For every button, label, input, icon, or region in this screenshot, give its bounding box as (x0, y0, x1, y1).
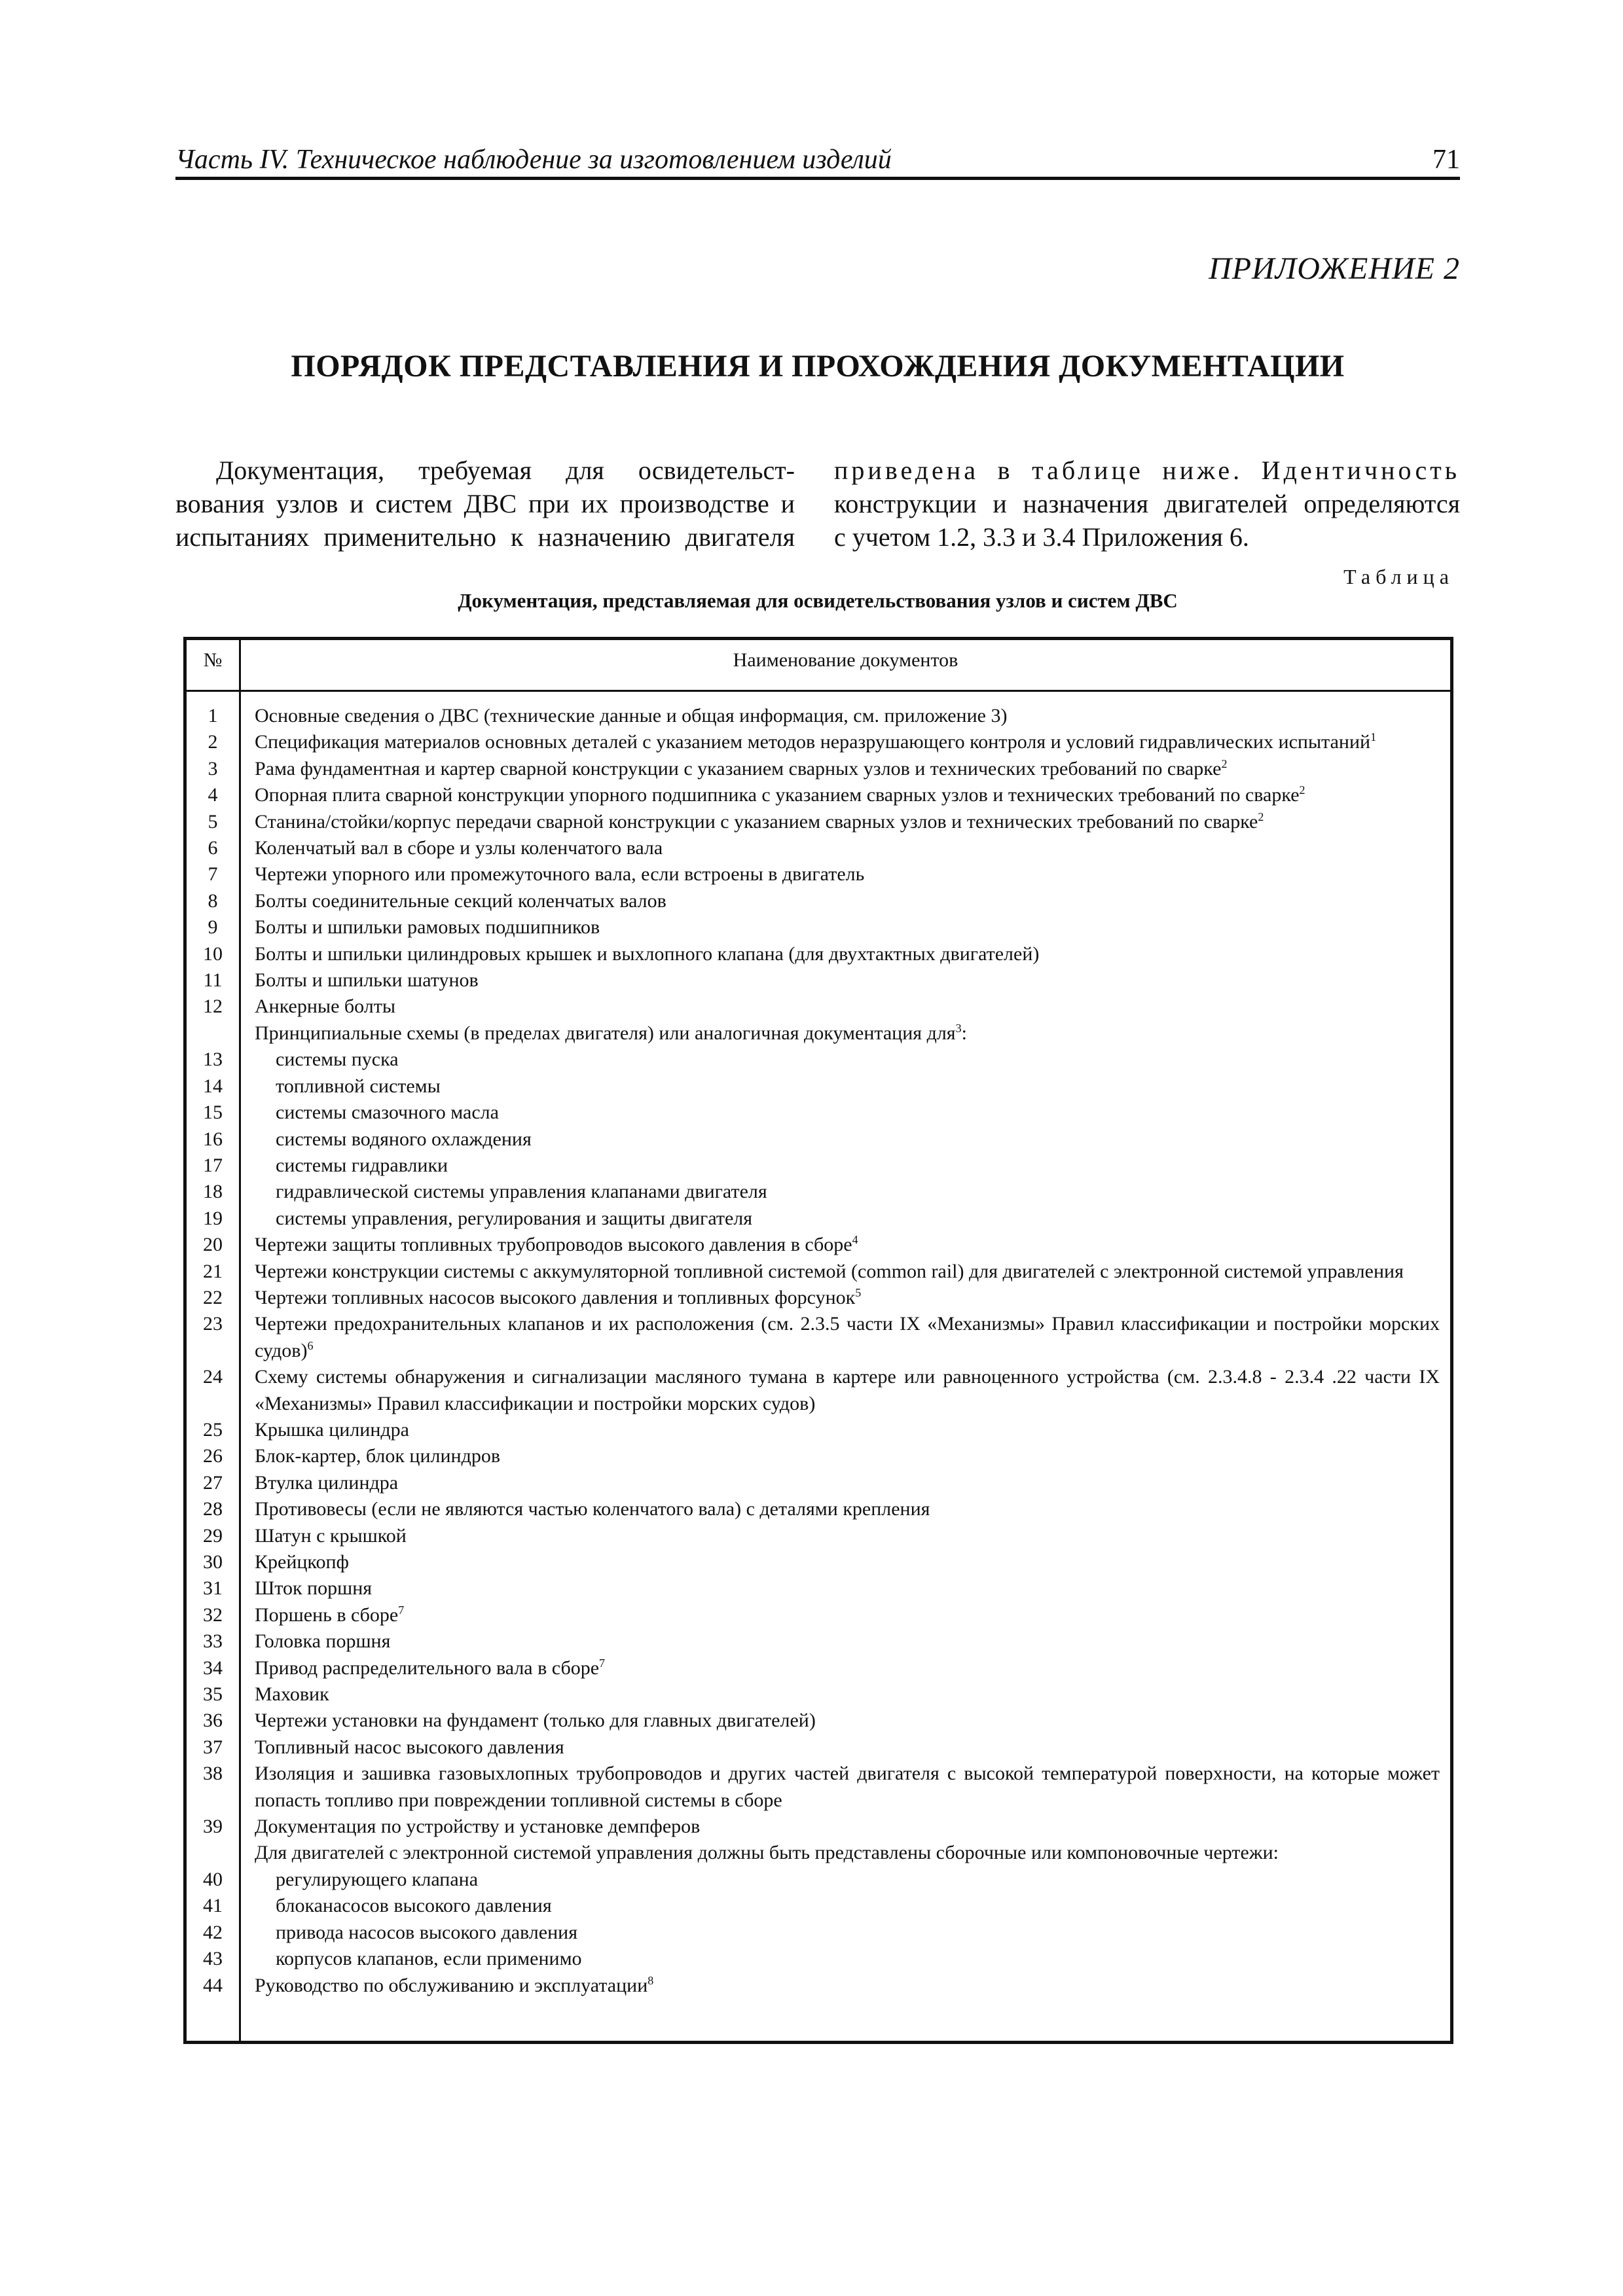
row-text: Чертежи предохранительных клапанов и их расположения (см. 2.3.5 части IX «Механизмы» Правил классификации и постройки морских судов) (255, 1313, 1440, 1361)
table-row (187, 1496, 1450, 1522)
row-number: 4 (208, 784, 218, 806)
row-text: Головка поршня (255, 1630, 391, 1653)
row-number: 20 (203, 1234, 223, 1256)
row-text: Привод распределительного вала в сборе (255, 1657, 600, 1679)
row-number: 44 (203, 1974, 223, 1996)
row-number (187, 1020, 239, 1047)
row-text: Блок-картер, блок цилиндров (255, 1445, 501, 1467)
row-document-name (239, 1100, 1450, 1126)
running-header (175, 143, 1460, 180)
row-number: 41 (203, 1895, 223, 1917)
table-row (187, 703, 1450, 729)
table-row (187, 941, 1450, 967)
row-document-name (239, 1153, 1450, 1179)
row-text: Схему системы обнаружения и сигнализации масляного тумана в картере или равноценного устройства (см. 2.3.4.8 - 2.3.4 .22 части IX «Механизмы» Правил классификации и постройки морских судов) (255, 1366, 1440, 1414)
row-document-name (239, 1285, 1450, 1311)
table-row (187, 835, 1450, 861)
row-document-name (239, 1443, 1450, 1469)
table-row (187, 914, 1450, 941)
row-number: 2 (208, 731, 218, 753)
row-document-name (239, 1681, 1450, 1708)
table-row (187, 1073, 1450, 1100)
table-row (187, 1153, 1450, 1179)
table-row (187, 1893, 1450, 1919)
table-row (187, 809, 1450, 835)
row-number: 24 (203, 1366, 223, 1388)
table-row (187, 967, 1450, 994)
row-number: 6 (208, 837, 218, 859)
row-document-name (239, 1973, 1450, 1999)
row-number: 26 (203, 1445, 223, 1467)
row-number: 25 (203, 1418, 223, 1441)
row-text: Спецификация материалов основных деталей с указанием методов неразрушающего контроля и условий гидравлических испытаний (255, 731, 1371, 753)
footnote-marker: 7 (398, 1603, 405, 1617)
row-document-name (239, 1814, 1450, 1840)
row-document-name (239, 1470, 1450, 1496)
row-number: 7 (208, 863, 218, 886)
row-text: системы пуска (276, 1049, 399, 1071)
row-text: Чертежи упорного или промежуточного вала, если встроены в двигатель (255, 863, 865, 886)
row-document-name (239, 1628, 1450, 1655)
row-document-name (239, 1047, 1450, 1073)
row-text: Опорная плита сварной конструкции упорного подшипника с указанием сварных узлов и технических требований по сварке (255, 784, 1300, 806)
row-document-name (239, 1575, 1450, 1602)
row-number: 18 (203, 1181, 223, 1203)
table-row (187, 1443, 1450, 1469)
table-row (187, 1285, 1450, 1311)
row-document-name (239, 1126, 1450, 1153)
table-row (187, 1100, 1450, 1126)
table-row (187, 1259, 1450, 1285)
row-document-name (239, 1020, 1450, 1047)
table-row (187, 1020, 1450, 1047)
row-document-name (239, 967, 1450, 994)
footnote-marker: 4 (852, 1233, 858, 1247)
row-text: Болты и шпильки цилиндровых крышек и выхлопного клапана (для двухтактных двигателей) (255, 942, 1040, 965)
table-row (187, 1920, 1450, 1946)
row-document-name (239, 994, 1450, 1020)
header-document-name: Наименование документов (733, 649, 958, 671)
intro-left-line: испытаниях применительно к назначению двигателя (175, 522, 795, 552)
row-document-name (239, 782, 1450, 808)
row-number: 21 (203, 1260, 223, 1282)
row-number: 43 (203, 1948, 223, 1970)
table-header-row (187, 640, 1450, 692)
appendix-label: ПРИЛОЖЕНИЕ 2 (1209, 251, 1460, 286)
table-row (187, 1232, 1450, 1258)
row-text: Шток поршня (255, 1577, 373, 1600)
row-number: 16 (203, 1128, 223, 1150)
footnote-marker: 2 (1299, 783, 1305, 797)
row-document-name (239, 1073, 1450, 1100)
footnote-marker: 6 (307, 1338, 314, 1352)
table-caption: Документация, представляемая для освидетельствования узлов и систем ДВС (458, 589, 1178, 612)
table-row (187, 1761, 1450, 1814)
row-document-name (239, 1761, 1450, 1814)
footnote-marker: 7 (599, 1656, 606, 1670)
row-document-name (239, 1893, 1450, 1919)
table-row (187, 1126, 1450, 1153)
row-document-name (239, 914, 1450, 941)
table-row (187, 782, 1450, 808)
table-row (187, 1179, 1450, 1205)
row-document-name (239, 1206, 1450, 1232)
row-text: Крейцкопф (255, 1551, 349, 1573)
row-text: Основные сведения о ДВС (технические данные и общая информация, см. приложение 3) (255, 705, 1008, 726)
row-text: корпусов клапанов, если применимо (276, 1948, 582, 1970)
table-row (187, 1708, 1450, 1734)
row-document-name (239, 1549, 1450, 1575)
table-row (187, 1364, 1450, 1417)
row-text: Болты соединительные секций коленчатых валов (255, 889, 666, 912)
table-row (187, 1628, 1450, 1655)
row-number: 17 (203, 1154, 223, 1176)
row-number: 40 (203, 1868, 223, 1890)
row-number: 37 (203, 1736, 223, 1758)
row-text: Противовесы (если не являются частью коленчатого вала) с деталями крепления (255, 1498, 930, 1520)
table-row (187, 1470, 1450, 1496)
table-row (187, 1814, 1450, 1840)
row-text: Чертежи конструкции системы с аккумуляторной топливной системой (common rail) для двигателей с электронной системой управления (255, 1260, 1404, 1282)
table-row (187, 1311, 1450, 1364)
row-text: Крышка цилиндра (255, 1418, 409, 1441)
row-number: 31 (203, 1577, 223, 1600)
table-row (187, 1973, 1450, 1999)
row-text: системы управления, регулирования и защиты двигателя (276, 1207, 753, 1229)
table-body (187, 703, 1450, 1999)
table-row (187, 756, 1450, 782)
row-text: Чертежи установки на фундамент (только для главных двигателей) (255, 1710, 816, 1732)
row-number: 8 (208, 889, 218, 912)
row-text: Документация по устройству и установке демпферов (255, 1816, 701, 1838)
row-number: 15 (203, 1102, 223, 1124)
row-number: 35 (203, 1683, 223, 1706)
row-number: 12 (203, 996, 223, 1018)
footnote-marker: 2 (1221, 757, 1228, 770)
row-document-name (239, 1946, 1450, 1972)
table-row (187, 1047, 1450, 1073)
row-number: 36 (203, 1710, 223, 1732)
row-number: 30 (203, 1551, 223, 1573)
running-header-title: Часть IV. Техническое наблюдение за изготовлением изделий (175, 145, 892, 175)
table-row (187, 1655, 1450, 1681)
row-text: Болты и шпильки шатунов (255, 969, 479, 992)
row-document-name (239, 1417, 1450, 1443)
table-row (187, 1417, 1450, 1443)
row-document-name (239, 1259, 1450, 1285)
intro-right-line: конструкции и назначения двигателей определяются (834, 489, 1460, 518)
row-number: 3 (208, 757, 218, 780)
table-row (187, 861, 1450, 888)
row-document-name (239, 1867, 1450, 1893)
page-number: 71 (1432, 145, 1460, 175)
row-text: системы смазочного масла (276, 1102, 499, 1124)
footnote-marker: 8 (647, 1973, 654, 1987)
row-document-name (239, 729, 1450, 755)
row-number: 22 (203, 1286, 223, 1308)
row-number (187, 1840, 239, 1866)
table-row (187, 1549, 1450, 1575)
row-document-name (239, 1496, 1450, 1522)
row-number: 42 (203, 1921, 223, 1943)
row-text: привода насосов высокого давления (276, 1921, 577, 1943)
table-label: Таблица (1343, 565, 1454, 588)
row-text: Коленчатый вал в сборе и узлы коленчатого вала (255, 837, 663, 859)
row-document-name (239, 1708, 1450, 1734)
table-row (187, 1575, 1450, 1602)
row-document-name (239, 1655, 1450, 1681)
row-number: 11 (203, 969, 223, 992)
row-text: гидравлической системы управления клапанами двигателя (276, 1181, 767, 1203)
table-row (187, 729, 1450, 755)
row-document-name (239, 1602, 1450, 1628)
row-document-name (239, 1311, 1450, 1364)
row-number: 23 (203, 1313, 223, 1335)
row-number: 39 (203, 1816, 223, 1838)
footnote-marker: 5 (855, 1285, 862, 1299)
documents-table (183, 637, 1453, 2044)
row-text: Втулка цилиндра (255, 1471, 399, 1494)
footnote-marker: 2 (1258, 810, 1264, 823)
row-document-name (239, 835, 1450, 861)
table-row (187, 888, 1450, 914)
table-row (187, 1867, 1450, 1893)
table-row (187, 1523, 1450, 1549)
row-number: 13 (203, 1049, 223, 1071)
row-document-name (239, 756, 1450, 782)
row-number: 32 (203, 1604, 223, 1626)
row-text: регулирующего клапана (276, 1868, 479, 1890)
row-text: блоканасосов высокого давления (276, 1895, 552, 1917)
row-number: 1 (208, 705, 218, 726)
intro-right-line: с учетом 1.2, 3.3 и 3.4 Приложения 6. (834, 522, 1249, 552)
row-document-name (239, 861, 1450, 888)
row-number: 5 (208, 810, 218, 833)
row-document-name (239, 888, 1450, 914)
row-text: системы водяного охлаждения (276, 1128, 532, 1150)
row-text: Станина/стойки/корпус передачи сварной конструкции с указанием сварных узлов и технических требований по сварке (255, 810, 1258, 833)
row-text: Для двигателей с электронной системой управления должны быть представлены сборочные или компоновочные чертежи: (255, 1842, 1279, 1864)
row-number: 29 (203, 1524, 223, 1547)
row-text: Шатун с крышкой (255, 1524, 407, 1547)
row-document-name (239, 941, 1450, 967)
row-document-name (239, 1179, 1450, 1205)
row-text: Анкерные болты (255, 996, 395, 1018)
row-number: 9 (208, 916, 218, 939)
table-row (187, 1946, 1450, 1972)
row-number: 19 (203, 1207, 223, 1229)
row-document-name (239, 1523, 1450, 1549)
row-number: 33 (203, 1630, 223, 1653)
row-text: Маховик (255, 1683, 329, 1706)
row-text-tail: : (961, 1022, 967, 1044)
table-row (187, 994, 1450, 1020)
row-number: 10 (203, 942, 223, 965)
row-text: Руководство по обслуживанию и эксплуатации (255, 1974, 648, 1996)
row-document-name (239, 1232, 1450, 1258)
row-number: 34 (203, 1657, 223, 1679)
footnote-marker: 3 (955, 1021, 962, 1035)
row-text: Чертежи топливных насосов высокого давления и топливных форсунок (255, 1286, 856, 1308)
row-text: Болты и шпильки рамовых подшипников (255, 916, 600, 939)
table-row (187, 1734, 1450, 1761)
intro-right-line: приведена в таблице ниже. Идентичность (834, 456, 1460, 485)
intro-left-line: Документация, требуемая для освидетельст- (216, 456, 795, 485)
row-text: Топливный насос высокого давления (255, 1736, 564, 1758)
row-text: Поршень в сборе (255, 1604, 399, 1626)
row-document-name (239, 1364, 1450, 1417)
row-text: топливной системы (276, 1075, 441, 1097)
row-document-name (239, 703, 1450, 729)
header-number: № (203, 649, 223, 671)
intro-left-line: вования узлов и систем ДВС при их производстве и (175, 489, 795, 518)
table-row (187, 1840, 1450, 1866)
intro-right-column (834, 454, 1460, 554)
row-text: Принципиальные схемы (в пределах двигателя) или аналогичная документация для (255, 1022, 956, 1044)
row-number: 28 (203, 1498, 223, 1520)
row-text: Изоляция и зашивка газовыхлопных трубопроводов и других частей двигателя с высокой температурой поверхности, на которые может попасть топливо при повреждении топливной системы в сборе (255, 1763, 1440, 1811)
page-title: ПОРЯДОК ПРЕДСТАВЛЕНИЯ И ПРОХОЖДЕНИЯ ДОКУМЕНТАЦИИ (291, 349, 1345, 384)
intro-left-column (175, 454, 795, 554)
row-number: 27 (203, 1471, 223, 1494)
row-number: 14 (203, 1075, 223, 1097)
table-row (187, 1681, 1450, 1708)
row-text: системы гидравлики (276, 1154, 448, 1176)
row-document-name (239, 1734, 1450, 1761)
row-text: Рама фундаментная и картер сварной конструкции с указанием сварных узлов и технических требований по сварке (255, 757, 1222, 780)
row-text: Чертежи защиты топливных трубопроводов высокого давления в сборе (255, 1234, 852, 1256)
table-row (187, 1206, 1450, 1232)
row-document-name (239, 1920, 1450, 1946)
row-document-name (239, 809, 1450, 835)
row-number: 38 (203, 1763, 223, 1785)
footnote-marker: 1 (1370, 730, 1377, 744)
row-document-name (239, 1840, 1450, 1866)
table-row (187, 1602, 1450, 1628)
